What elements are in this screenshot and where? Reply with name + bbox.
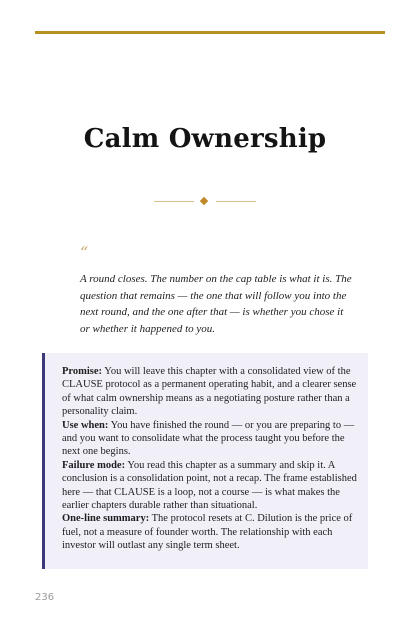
epigraph: A round closes. The number on the cap table is what it is. The question that remains — the one that will follow you into the next round, and the one after that — is whether you chose it or whether it happened to you. bbox=[80, 273, 352, 335]
chapter-title: Calm Ownership bbox=[83, 124, 327, 154]
promise-paragraph bbox=[62, 365, 358, 419]
ornament-line-right bbox=[216, 201, 256, 202]
failure-mode-label: Failure mode: bbox=[62, 459, 126, 471]
summary-text: The protocol resets at C. Dilution is the price of fuel, not a measure of founder worth. The relationship with each investor will outlast any single term sheet. bbox=[62, 513, 353, 552]
failure-mode-paragraph bbox=[62, 459, 358, 513]
use-when-paragraph bbox=[62, 419, 358, 459]
diamond-icon bbox=[200, 197, 208, 205]
promise-label: Promise: bbox=[62, 366, 103, 377]
use-when-label: Use when: bbox=[62, 419, 109, 431]
quote-mark-icon: “ bbox=[80, 243, 89, 262]
promise-text: You will leave this chapter with a consolidated view of the CLAUSE protocol as a permanent operating habit, and a clearer sense of what calm ownership means as a negotiating posture rather than a personality claim. bbox=[62, 366, 357, 418]
top-rule bbox=[35, 31, 385, 34]
chapter-callout-box bbox=[42, 353, 368, 569]
summary-label: One-line summary: bbox=[62, 513, 150, 525]
summary-paragraph bbox=[62, 512, 358, 552]
title-ornament bbox=[0, 196, 410, 208]
use-when-text: You have finished the round — or you are preparing to — and you want to consolidate what the process taught you before the next one begins. bbox=[62, 419, 355, 458]
page-number: 236 bbox=[35, 592, 55, 603]
ornament-line-left bbox=[154, 201, 194, 202]
failure-mode-text: You read this chapter as a summary and skip it. A conclusion is a consolidation point, not a recap. The frame established here — that CLAUSE is a loop, not a course — is what makes the earlier chapters durable rather than situational. bbox=[62, 459, 357, 512]
